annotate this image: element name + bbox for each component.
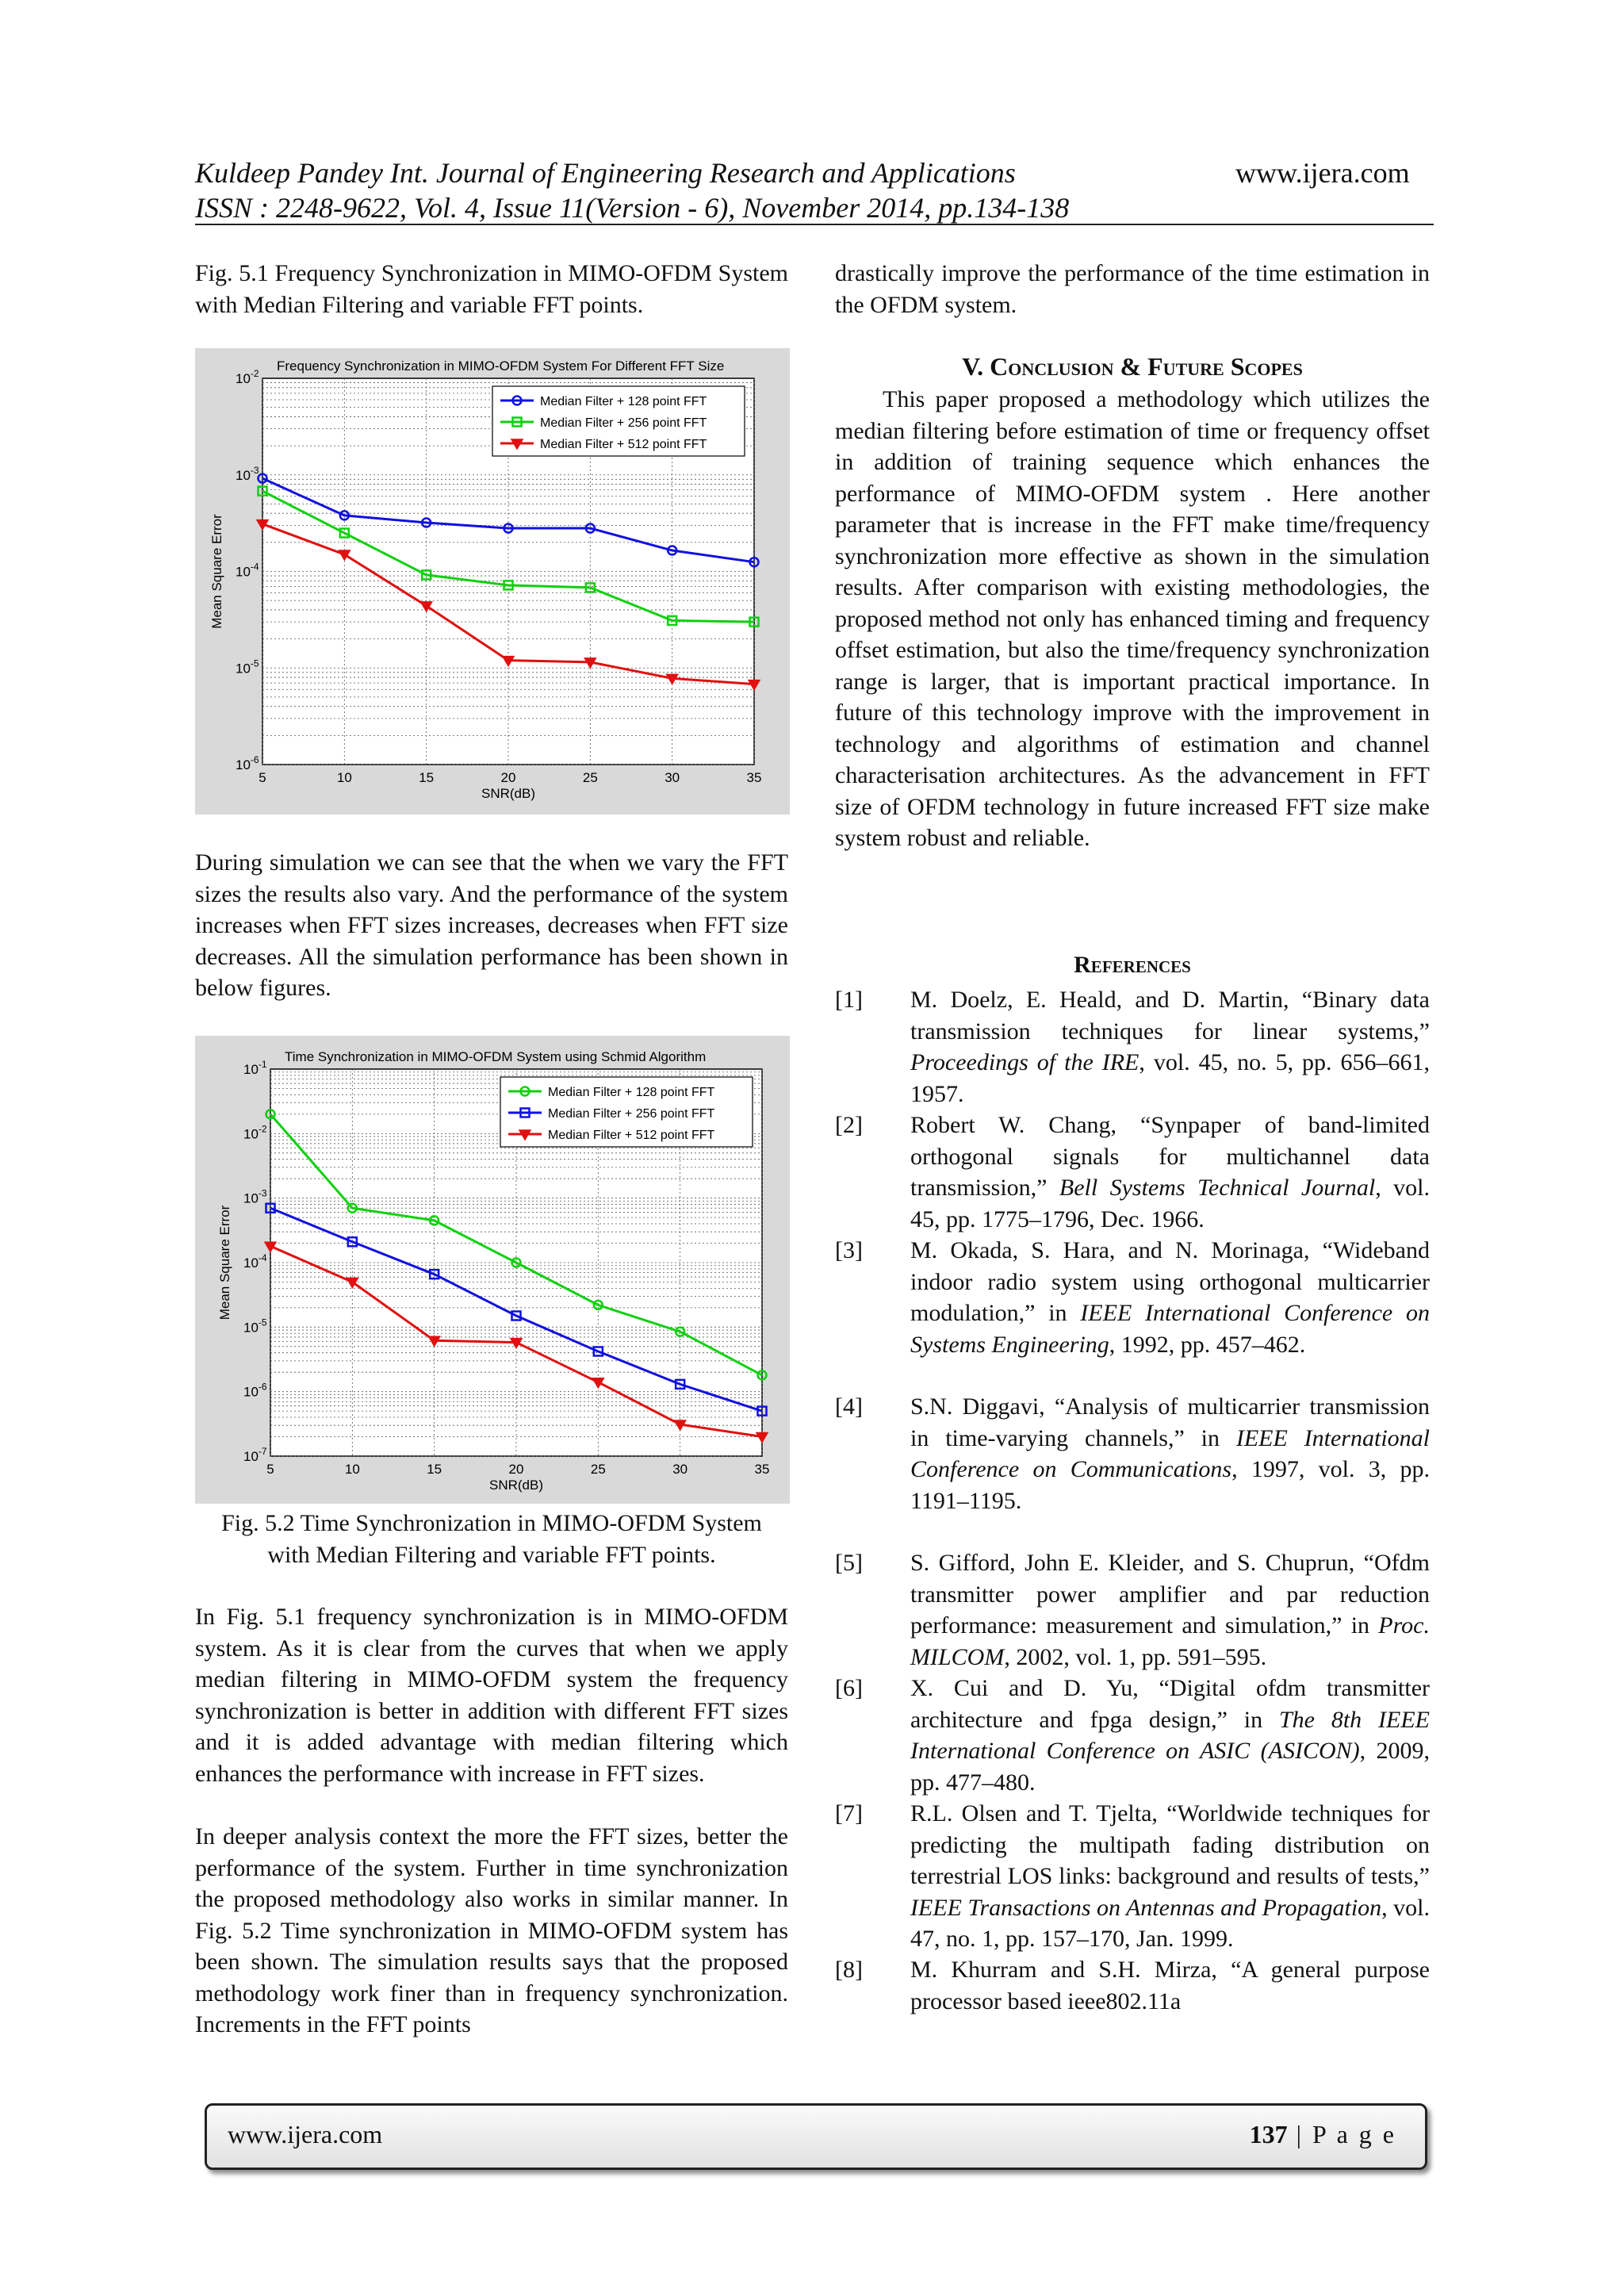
y-tick-exponent: -5: [250, 657, 259, 669]
reference-authors-title: X. Cui and D. Yu, “Digital ofdm transmitter architecture and fpga design,” in: [910, 1675, 1430, 1733]
x-tick-label: 20: [508, 1462, 524, 1477]
reference-venue: Proc. MILCOM: [910, 1612, 1430, 1670]
figure-5-2: [195, 1036, 790, 1504]
y-tick-exponent: -2: [250, 368, 259, 379]
reference-text: [910, 1673, 1430, 1798]
reference-number: [8]: [835, 1957, 863, 1983]
chart-title: Frequency Synchronization in MIMO-OFDM System For Different FFT Size: [277, 358, 725, 374]
y-tick-label: $10^{-4}$: [243, 1252, 267, 1271]
y-tick-exponent: -6: [250, 754, 259, 765]
header-rule: [195, 224, 1434, 225]
x-tick-label: 15: [427, 1462, 442, 1477]
y-tick-exponent: -5: [258, 1317, 267, 1328]
reference-details: , 2009, pp. 477–480.: [910, 1738, 1430, 1796]
header-website[interactable]: www.ijera.com: [1235, 157, 1410, 189]
reference-details: , vol. 45, pp. 1775–1796, Dec. 1966.: [910, 1175, 1430, 1232]
x-tick-label: 5: [259, 770, 266, 785]
x-tick-label: 5: [266, 1462, 274, 1477]
reference-venue: Bell Systems Technical Journal: [1059, 1175, 1376, 1201]
page-label: | P a g e: [1287, 2120, 1396, 2148]
legend-label: Median Filter + 256 point FFT: [548, 1107, 715, 1121]
reference-text: [910, 1110, 1430, 1235]
y-tick-exponent: -6: [258, 1381, 267, 1393]
y-tick-label: $10^{-2}$: [236, 368, 259, 386]
x-axis-label: SNR(dB): [488, 1478, 544, 1493]
y-tick-exponent: -7: [258, 1446, 267, 1457]
chart-title: Time Synchronization in MIMO-OFDM System using Schmid Algorithm: [285, 1049, 707, 1064]
y-tick-label: $10^{-6}$: [243, 1381, 267, 1400]
reference-venue: The 8th IEEE International Conference on ASIC (ASICON): [910, 1706, 1430, 1764]
reference-authors-title: M. Doelz, E. Heald, and D. Martin, “Binary data transmission techniques for linear systems,”: [910, 987, 1430, 1045]
reference-authors-title: S.N. Diggavi, “Analysis of multicarrier transmission in time-varying channels,” in: [910, 1393, 1430, 1451]
footer-website[interactable]: www.ijera.com: [228, 2120, 383, 2148]
reference-details: , 1992, pp. 457–462.: [1109, 1331, 1306, 1358]
x-tick-label: 35: [746, 770, 762, 785]
y-tick-label: $10^{-6}$: [236, 754, 259, 772]
legend-label: Median Filter + 512 point FFT: [548, 1129, 715, 1142]
body-paragraph-1: During simulation we can see that the when we vary the FFT sizes the results also vary. And the performance of the system increases when FFT sizes increases, decreases when FFT size decreases. All the simulation performance has been shown in below figures.: [195, 849, 788, 1001]
reference-details: , vol. 47, no. 1, pp. 157–170, Jan. 1999.: [910, 1894, 1431, 1952]
issn-line: ISSN : 2248-9622, Vol. 4, Issue 11(Version - 6), November 2014, pp.134-138: [195, 192, 1070, 224]
page-footer: [205, 2103, 1427, 2170]
reference-number: [2]: [835, 1112, 863, 1138]
y-tick-exponent: -3: [258, 1187, 267, 1199]
y-tick-exponent: -1: [258, 1059, 267, 1070]
y-tick-exponent: -4: [258, 1252, 267, 1263]
y-tick-label: $10^{-3}$: [243, 1187, 267, 1206]
y-tick-exponent: -4: [250, 561, 259, 573]
reference-venue: IEEE Transactions on Antennas and Propagation: [910, 1894, 1382, 1921]
reference-text: [910, 1547, 1430, 1673]
y-axis-label: Mean Square Error: [217, 1205, 232, 1320]
x-tick-label: 10: [336, 770, 352, 785]
reference-details: , 1997, vol. 3, pp. 1191–1195.: [910, 1456, 1430, 1514]
body-paragraph-3: In deeper analysis context the more the FFT sizes, better the performance of the system. Further in time synchronization the proposed methodology also works in similar manner. In Fig. 5.2 Time synchronization in MIMO-OFDM system has been shown. The simulation results says that the proposed methodology work finer than in frequency synchronization. Increments in the FFT points: [195, 1823, 788, 2037]
x-tick-label: 30: [665, 770, 680, 785]
legend-label: Median Filter + 512 point FFT: [540, 438, 707, 451]
reference-text: [910, 984, 1430, 1110]
reference-number: [6]: [835, 1675, 863, 1701]
reference-number: [3]: [835, 1237, 863, 1263]
reference-details: , vol. 45, no. 5, pp. 656–661, 1957.: [910, 1049, 1431, 1107]
reference-venue: IEEE International Conference on Communications: [910, 1424, 1430, 1482]
y-tick-label: $10^{-4}$: [236, 561, 259, 580]
reference-venue: Proceedings of the IRE: [910, 1049, 1139, 1075]
reference-number: [4]: [835, 1393, 863, 1420]
section-heading: [835, 352, 1430, 381]
body-paragraph-2: In Fig. 5.1 frequency synchronization is in MIMO-OFDM system. As it is clear from the curves that when we apply median filtering in MIMO-OFDM system the frequency synchronization is better in addition with different FFT sizes and it is added advantage with median filtering which enhances the performance with increase in FFT sizes.: [195, 1604, 788, 1787]
y-tick-label: $10^{-2}$: [243, 1123, 267, 1142]
journal-header: Kuldeep Pandey Int. Journal of Engineering Research and Applications: [195, 157, 1016, 189]
y-tick-exponent: -3: [250, 464, 259, 476]
figure-5-1: [195, 348, 790, 815]
reference-number: [1]: [835, 987, 863, 1013]
y-tick-label: $10^{-7}$: [243, 1446, 267, 1464]
legend-label: Median Filter + 256 point FFT: [540, 416, 707, 430]
references-title: References: [1074, 952, 1191, 978]
fig2-caption: Fig. 5.2 Time Synchronization in MIMO-OFDM System with Median Filtering and variable FFT points.: [221, 1510, 762, 1568]
section-number: V.: [962, 352, 984, 381]
frequency-sync-chart: [195, 348, 790, 815]
y-tick-label: $10^{-5}$: [236, 657, 259, 677]
reference-number: [5]: [835, 1550, 863, 1576]
y-tick-exponent: -2: [258, 1123, 267, 1135]
reference-authors-title: M. Okada, S. Hara, and N. Morinaga, “Wideband indoor radio system using orthogonal multicarrier modulation,” in: [910, 1237, 1430, 1326]
reference-number: [7]: [835, 1800, 863, 1826]
y-tick-label: $10^{-3}$: [236, 464, 259, 483]
reference-details: , 2002, vol. 1, pp. 591–595.: [1004, 1643, 1267, 1670]
x-tick-label: 10: [344, 1462, 360, 1477]
page-number: 137: [1249, 2120, 1288, 2148]
reference-text: [910, 1235, 1430, 1360]
reference-authors-title: M. Khurram and S.H. Mirza, “A general purpose processor based ieee802.11a: [910, 1957, 1430, 2014]
legend-label: Median Filter + 128 point FFT: [540, 395, 707, 408]
reference-text: [910, 1954, 1430, 2017]
reference-authors-title: Robert W. Chang, “Synpaper of band-limited orthogonal signals for multichannel data transmission,”: [910, 1112, 1430, 1201]
fig1-caption: Fig. 5.1 Frequency Synchronization in MIMO-OFDM System with Median Filtering and variable FFT points.: [195, 260, 788, 318]
reference-venue: IEEE International Conference on Systems Engineering: [910, 1300, 1430, 1358]
time-sync-chart: [195, 1036, 790, 1504]
y-axis-label: Mean Square Error: [209, 514, 224, 629]
reference-authors-title: S. Gifford, John E. Kleider, and S. Chuprun, “Ofdm transmitter power amplifier and par reduction performance: measurement and simulation,” in: [910, 1550, 1430, 1639]
x-tick-label: 35: [754, 1462, 770, 1477]
reference-text: [910, 1798, 1430, 1955]
conclusion-paragraph: This paper proposed a methodology which utilizes the median filtering before estimation of time or frequency offset in addition of training sequence which enhances the performance of MIMO-OFDM system . Here another parameter that is increase in the FFT make time/frequency synchronization more effective as shown in the simulation results. After comparison with existing methodologies, the proposed method not only has enhanced timing and frequency offset estimation, but also the time/frequency synchronization range is larger, that is important practical importance. In future of this technology improve with the improvement in technology and algorithms of estimation and channel characterisation architectures. As the advancement in FFT size of OFDM technology in future increased FFT size make system robust and reliable.: [835, 386, 1430, 851]
x-tick-label: 25: [582, 770, 598, 785]
x-tick-label: 20: [500, 770, 516, 785]
x-tick-label: 30: [672, 1462, 688, 1477]
y-tick-label: $10^{-5}$: [243, 1317, 267, 1336]
x-tick-label: 25: [590, 1462, 606, 1477]
x-tick-label: 15: [419, 770, 435, 785]
reference-text: [910, 1391, 1430, 1516]
y-tick-label: $10^{-1}$: [243, 1059, 267, 1077]
legend-label: Median Filter + 128 point FFT: [548, 1086, 715, 1099]
x-axis-label: SNR(dB): [481, 786, 536, 801]
right-paragraph-continued: drastically improve the performance of the time estimation in the OFDM system.: [835, 260, 1430, 318]
footer-page: [1250, 2120, 1396, 2149]
section-title: Conclusion & Future Scopes: [990, 352, 1303, 381]
reference-authors-title: R.L. Olsen and T. Tjelta, “Worldwide techniques for predicting the multipath fading distribution on terrestrial LOS links: background and results of tests,”: [910, 1800, 1430, 1889]
